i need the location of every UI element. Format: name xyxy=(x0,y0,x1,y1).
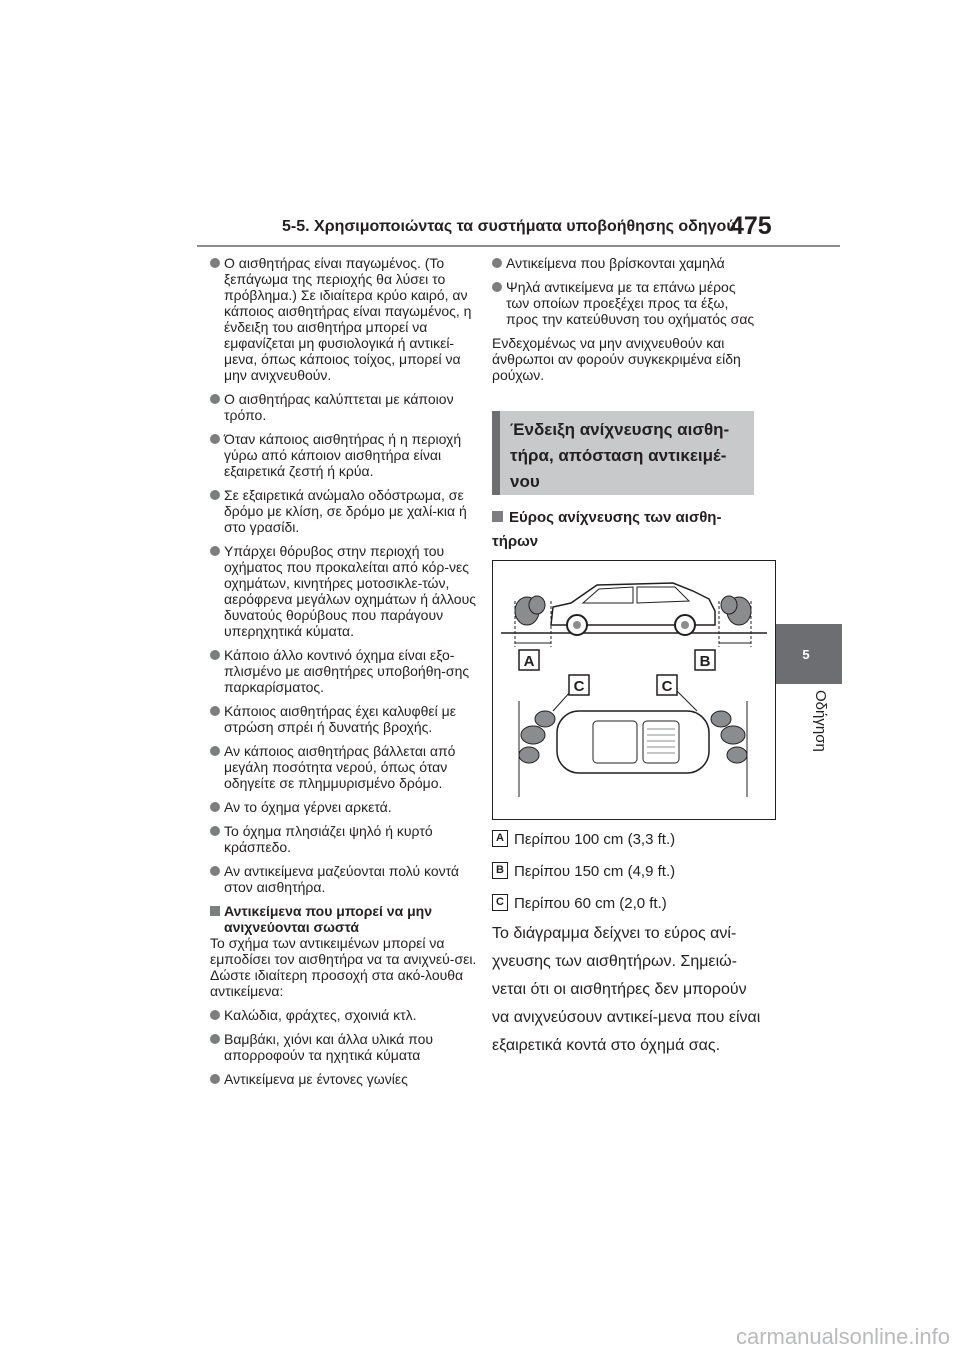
chapter-name: Οδήγηση xyxy=(812,690,829,752)
header-title: 5-5. Χρησιμοποιώντας τα συστήματα υποβοήθησης οδηγού xyxy=(282,218,736,235)
legend-item-b xyxy=(492,862,772,882)
bullet-item: Βαμβάκι, χιόνι και άλλα υλικά που απορροφούν τα ηχητικά κύματα xyxy=(210,1031,478,1063)
label-c-right: C xyxy=(661,678,673,695)
bullet-item: Αν αντικείμενα μαζεύονται πολύ κοντά στον αισθητήρα. xyxy=(210,863,478,895)
legend-item-c xyxy=(492,894,772,914)
legend-text-a: Περίπου 100 cm (3,3 ft.) xyxy=(514,831,676,848)
label-a: A xyxy=(523,653,535,670)
right-column xyxy=(492,255,760,391)
bullet-item: Όταν κάποιος αισθητήρας ή η περιοχή γύρω από κάποιον αισθητήρα είναι εξαιρετικά ζεστή ή κρύα. xyxy=(210,431,478,479)
label-c-left: C xyxy=(573,678,585,695)
bullet-item: Το όχημα πλησιάζει ψηλό ή κυρτό κράσπεδο. xyxy=(210,823,478,855)
bullet-item: Υπάρχει θόρυβος στην περιοχή του οχήματος που προκαλείται από κόρ-νες οχημάτων, κινητήρες μοτοσικλε-τών, αερόφρενα μεγάλων οχημάτων ή άλλους δυνατούς θορύβους που παράγουν υπερηχητικά κύματα. xyxy=(210,543,478,639)
bullet-item: Ο αισθητήρας είναι παγωμένος. (Το ξεπάγωμα της περιοχής θα λύσει το πρόβλημα.) Σε ιδιαίτερα κρύο καιρό, αν κάποιος αισθητήρας είναι παγωμένος, η ένδειξη του αισθητήρα μπορεί να εμφανίζεται μη φυσιολογικά ή αντικεί-μενα, όπως κάποιος τοίχος, μπορεί να μην ανιχνευθούν. xyxy=(210,255,478,383)
bullet-item: Ψηλά αντικείμενα με τα επάνω μέρος των οποίων προεξέχει προς τα έξω, προς την κατεύθυνση του οχήματός σας xyxy=(492,279,760,327)
bullet-item: Ο αισθητήρας καλύπτεται με κάποιον τρόπο. xyxy=(210,391,478,423)
sensor-range-diagram xyxy=(492,560,776,820)
page-number: 475 xyxy=(730,212,772,240)
bullet-item: Αντικείμενα που βρίσκονται χαμηλά xyxy=(492,255,760,271)
subhead-undetectable-objects: Αντικείμενα που μπορεί να μην ανιχνεύονται σωστά xyxy=(210,903,478,935)
bullet-item: Αντικείμενα με έντονες γωνίες xyxy=(210,1071,478,1087)
detection-range-subhead xyxy=(492,506,754,554)
square-bullet-icon xyxy=(492,511,503,522)
diagram-note: Το διάγραμμα δείχνει το εύρος ανί-χνευσης των αισθητήρων. Σημειώ-νεται ότι οι αισθητήρες δεν μπορούν να ανιχνεύσουν αντικεί-μενα που είναι εξαιρετικά κοντά στο όχημά σας. xyxy=(492,925,761,1054)
bullet-item: Αν το όχημα γέρνει αρκετά. xyxy=(210,799,478,815)
people-clothing-paragraph: Ενδεχομένως να μην ανιχνευθούν και άνθρωποι αν φορούν συγκεκριμένα είδη ρούχων. xyxy=(492,335,741,383)
watermark: carmanualsonline.info xyxy=(735,1324,950,1349)
label-b: B xyxy=(699,653,711,670)
bullet-item: Αν κάποιος αισθητήρας βάλλεται από μεγάλη ποσότητα νερού, όπως όταν οδηγείτε σε πλημμυρισμένο δρόμο. xyxy=(210,743,478,791)
bullet-item: Κάποιος αισθητήρας έχει καλυφθεί με στρώση σπρέι ή δυνατής βροχής. xyxy=(210,703,478,735)
sensor-range-illustration xyxy=(493,561,775,819)
legend-text-c: Περίπου 60 cm (2,0 ft.) xyxy=(514,895,667,912)
header-rule xyxy=(197,245,840,247)
bullet-item: Κάποιο άλλο κοντινό όχημα είναι εξο-πλισμένο με αισθητήρες υποβοήθη-σης παρκαρίσματος. xyxy=(210,647,478,695)
chapter-number: 5 xyxy=(802,646,810,662)
bullet-item: Σε εξαιρετικά ανώμαλο οδόστρωμα, σε δρόμο με κλίση, σε δρόμο με χαλί-κια ή στο γρασίδι. xyxy=(210,487,478,535)
legend-item-a xyxy=(492,830,772,850)
subhead-paragraph: Το σχήμα των αντικειμένων μπορεί να εμποδίσει τον αισθητήρα να τα ανιχνεύ-σει. Δώστε ιδιαίτερη προσοχή στα ακό-λουθα αντικείμενα: xyxy=(210,935,477,999)
chapter-tab xyxy=(770,624,842,684)
bullet-item: Καλώδια, φράχτες, σχοινιά κτλ. xyxy=(210,1007,478,1023)
detection-range-title: Εύρος ανίχνευσης των αισθη-τήρων xyxy=(492,509,722,550)
left-column xyxy=(210,255,478,1095)
legend-text-b: Περίπου 150 cm (4,9 ft.) xyxy=(514,863,676,880)
section-title-box: Ένδειξη ανίχνευσης αισθη-τήρα, απόσταση αντικειμέ-νου xyxy=(492,411,754,495)
legend-key-c: C xyxy=(492,894,508,911)
legend-key-b: B xyxy=(492,862,508,879)
legend-key-a: A xyxy=(492,830,508,847)
